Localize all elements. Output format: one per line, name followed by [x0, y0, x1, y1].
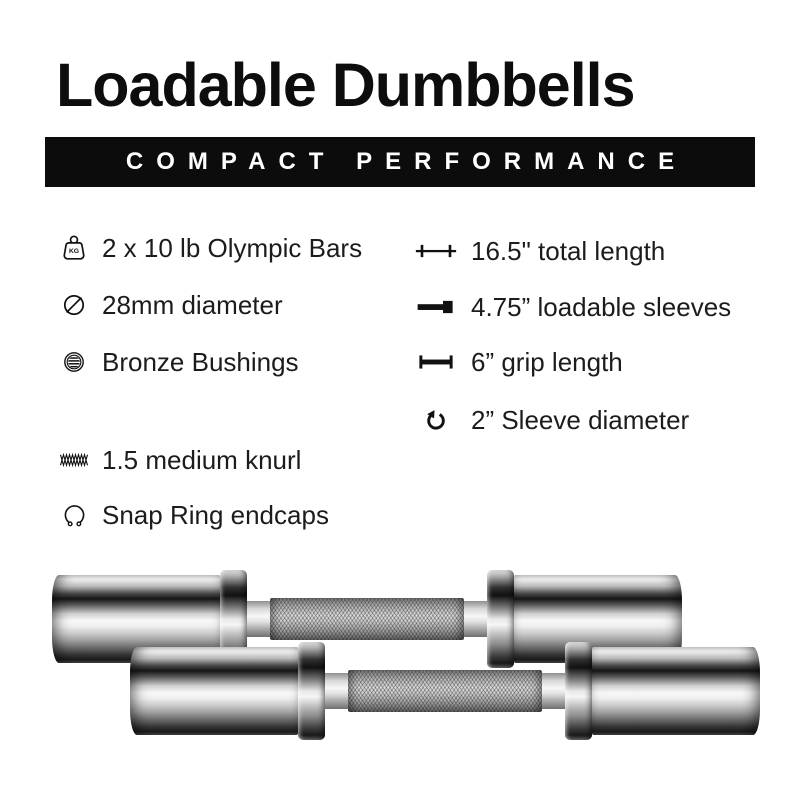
page-title: Loadable Dumbbells: [56, 51, 635, 119]
feature-loadable-sleeves: [413, 290, 731, 324]
knurl-icon: [58, 452, 90, 468]
feature-label: 2” Sleeve diameter: [471, 404, 690, 435]
feature-diameter: [58, 288, 283, 322]
feature-grip-length: [413, 345, 623, 379]
dumbbell-sleeve-right: [592, 647, 760, 735]
feature-label: 6” grip length: [471, 346, 623, 377]
feature-total-length: [413, 234, 665, 268]
subtitle-banner: [45, 137, 755, 187]
feature-label: 16.5" total length: [471, 235, 666, 266]
feature-label: 4.75” loadable sleeves: [471, 291, 732, 322]
sleeve-icon: [413, 297, 459, 317]
snap-ring-icon: [58, 501, 90, 530]
feature-label: 1.5 medium knurl: [102, 444, 302, 475]
total-length-icon: [413, 241, 459, 261]
diameter-icon: [58, 291, 90, 319]
subtitle-text: COMPACT PERFORMANCE: [125, 148, 688, 175]
dumbbell-shaft-left: [247, 601, 270, 637]
feature-label: 2 x 10 lb Olympic Bars: [102, 232, 363, 263]
feature-label: Bronze Bushings: [102, 346, 299, 377]
bushing-icon: [58, 348, 90, 376]
dumbbell-knurled-grip: [270, 598, 464, 640]
feature-knurl: [58, 443, 301, 477]
dumbbell-collar-left: [298, 642, 325, 740]
rotate-icon: [413, 405, 459, 435]
feature-sleeve-diameter: [413, 403, 689, 437]
feature-label: Snap Ring endcaps: [102, 499, 329, 530]
dumbbell-shaft-right: [464, 601, 487, 637]
dumbbell-photo-bottom: [130, 642, 760, 740]
feature-bushings: [58, 345, 299, 379]
feature-snap-ring: [58, 498, 329, 532]
dumbbell-shaft-right: [542, 673, 565, 709]
dumbbell-shaft-left: [325, 673, 348, 709]
feature-label: 28mm diameter: [102, 289, 283, 320]
dumbbell-knurled-grip: [348, 670, 542, 712]
feature-olympic-bars: [58, 231, 362, 265]
weight-kg-icon: [58, 232, 90, 264]
dumbbell-collar-right: [565, 642, 592, 740]
dumbbell-sleeve-left: [130, 647, 298, 735]
svg-text:KG: KG: [68, 248, 80, 256]
grip-length-icon: [413, 352, 459, 372]
